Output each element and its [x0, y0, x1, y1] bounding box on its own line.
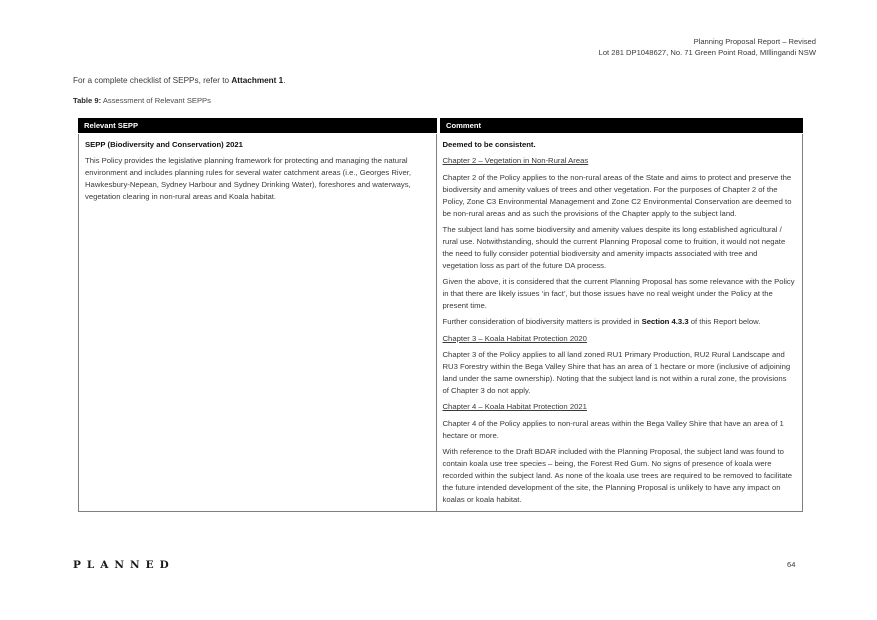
further-consideration-line [443, 316, 796, 328]
further-suffix: of this Report below. [688, 317, 761, 327]
intro-suffix: . [283, 76, 286, 85]
comment-cell [437, 134, 803, 511]
column-header-relevant-sepp: Relevant SEPP [78, 118, 437, 133]
table-header-row [78, 118, 803, 133]
chapter2-paragraph-2: The subject land has some biodiversity and amenity values despite its long established agricultural / rural use. Notwithstanding, should the current Planning Proposal come to fruition, it would not negate the need to fully consider potential biodiversity and amenity impacts associated with tree and vegetation loss as part of the future DA process. [442, 224, 786, 270]
sepp-title: SEPP (Biodiversity and Conservation) 2021 [85, 140, 243, 149]
relevant-sepp-cell [79, 134, 437, 511]
intro-sentence [73, 76, 286, 85]
running-header [599, 37, 816, 58]
page-number: 64 [787, 560, 796, 569]
deemed-consistent-line: Deemed to be consistent. [442, 140, 536, 149]
chapter4-paragraph-2: With reference to the Draft BDAR included with the Planning Proposal, the subject land was found to contain koala use tree species – being, the Forest Red Gum. No signs of presence of koala were recorded within the subject land. As none of the koala use trees are required to be removed to facilitate the future intended development of the site, the Planning Proposal is unlikely to have any impact on koalas or koala habitat. [442, 446, 793, 504]
sepp-description: This Policy provides the legislative planning framework for protecting and managing the natural environment and includes planning rules for several water catchment areas (i.e., Georges River, Hawkesbury-Nepean, Sydney Harbour and Sydney Drinking Water), foreshores and waterways, vegetation clearing in non-rural areas and Koala habitat. [85, 156, 412, 202]
table-caption-label: Table 9: [73, 96, 102, 105]
report-title: Planning Proposal Report – Revised [693, 37, 816, 46]
chapter2-paragraph-1: Chapter 2 of the Policy applies to the non-rural areas of the State and aims to protect and preserve the biodiversity and amenity values of trees and other vegetation. For the purposes of Chapter 2 of the Policy, Zone C3 Environmental Management and Zone C2 Environmental Conservation are deemed to be non-rural areas and as such the provisions of the Chapter apply to the subject land. [442, 172, 792, 218]
column-header-comment: Comment [440, 118, 803, 133]
chapter3-paragraph-1: Chapter 3 of the Policy applies to all land zoned RU1 Primary Production, RU2 Rural Landscape and RU3 Forestry within the Bega Valley Shire that has an area of 1 hectare or more (inclusive of adjoining land under the same ownership). Noting that the subject land is not within a rural zone, the provisions of Chapter 3 do not apply. [442, 350, 791, 395]
table-row [78, 134, 803, 512]
chapter4-heading: Chapter 4 – Koala Habitat Protection 2021 [442, 402, 587, 412]
planned-logo: PLANNED [73, 559, 175, 571]
further-prefix: Further consideration of biodiversity matters is provided in [442, 317, 642, 327]
chapter4-paragraph-1: Chapter 4 of the Policy applies to non-rural areas within the Bega Valley Shire that have an area of 1 hectare or more. [442, 418, 784, 440]
chapter2-paragraph-3: Given the above, it is considered that the current Planning Proposal has some relevance with the Policy in that there are likely issues ‘in fact’, but those issues have no real weight under the Policy at the present time. [442, 277, 795, 310]
chapter3-heading: Chapter 3 – Koala Habitat Protection 2020 [442, 333, 587, 343]
chapter2-heading: Chapter 2 – Vegetation in Non-Rural Areas [442, 156, 589, 166]
table-caption-text: Assessment of Relevant SEPPs [101, 96, 211, 105]
table-caption [73, 96, 211, 105]
attachment-reference: Attachment 1 [231, 76, 284, 85]
sepp-assessment-table [78, 118, 803, 512]
property-address: Lot 281 DP1048627, No. 71 Green Point Road, MIllingandi NSW [598, 47, 816, 57]
section-reference: Section 4.3.3 [641, 317, 689, 327]
intro-prefix: For a complete checklist of SEPPs, refer to [73, 76, 232, 85]
